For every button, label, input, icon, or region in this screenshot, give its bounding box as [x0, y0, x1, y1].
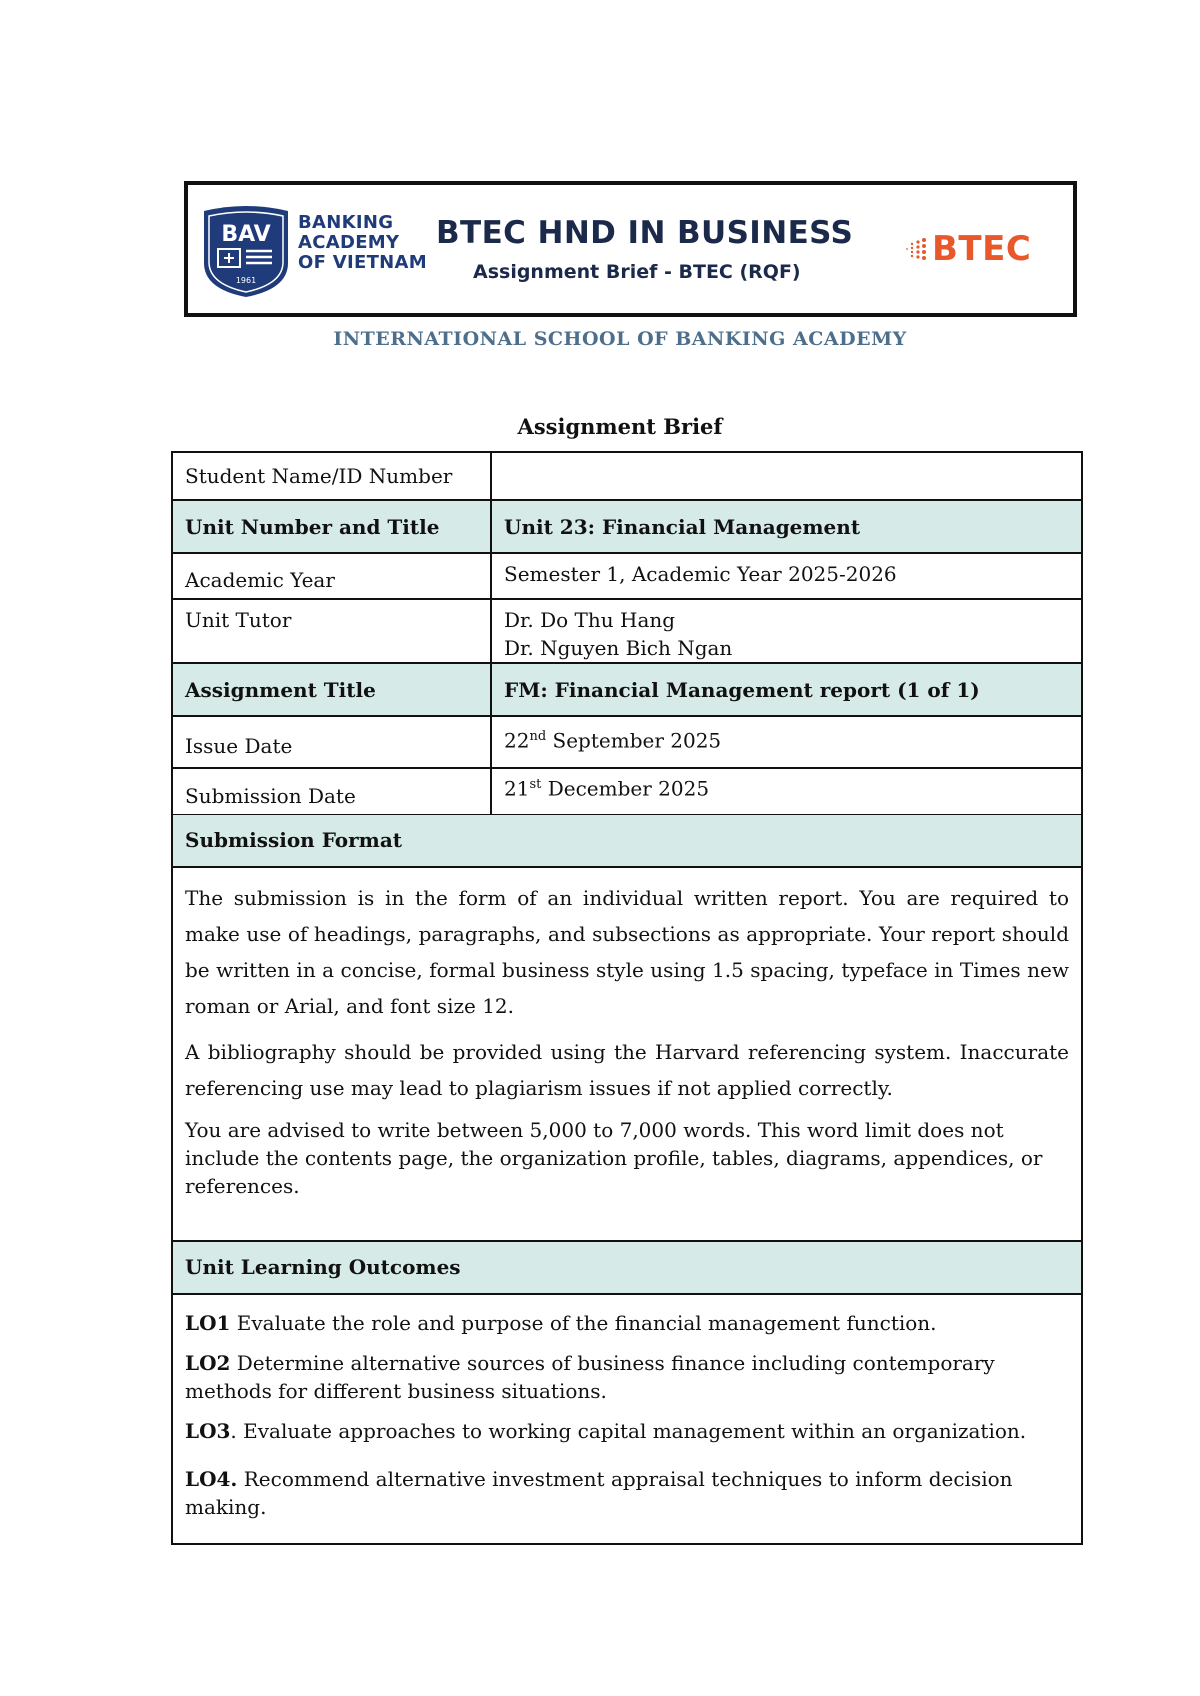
lo1-text: Evaluate the role and purpose of the financial management function. — [230, 1311, 937, 1335]
submission-date-rest: December 2025 — [541, 776, 710, 801]
issue-date-day: 22 — [504, 728, 530, 753]
btec-dots-icon — [904, 236, 930, 262]
lo3-text: . Evaluate approaches to working capital management within an organization. — [230, 1419, 1027, 1443]
learning-outcomes-section — [171, 1240, 1083, 1545]
unit-label: Unit Number and Title — [172, 500, 491, 553]
student-value — [491, 452, 1082, 500]
btec-logo-text: BTEC — [932, 229, 1032, 269]
learning-outcome-3 — [185, 1417, 1069, 1445]
lo4-code: LO4. — [185, 1467, 238, 1491]
lo4-text: Recommend alternative investment appraisal techniques to inform decision making. — [185, 1467, 1013, 1519]
student-label: Student Name/ID Number — [172, 452, 491, 500]
submission-paragraph-1: The submission is in the form of an individual written report. You are required to make use of headings, paragraphs, and subsections as appropriate. Your report should be written in a concise, formal business style using 1.5 spacing, typeface in Times new roman or Arial, and font size 12. — [185, 886, 1069, 1018]
submission-date-suffix: st — [529, 777, 542, 792]
issue-date-value — [491, 716, 1082, 768]
assignment-title-label: Assignment Title — [172, 663, 491, 716]
submission-format-heading: Submission Format — [173, 815, 1081, 868]
unit-value: Unit 23: Financial Management — [491, 500, 1082, 553]
academic-year-value: Semester 1, Academic Year 2025-2026 — [491, 553, 1082, 599]
tutor-name-2: Dr. Nguyen Bich Ngan — [504, 636, 733, 660]
institution-line-2: ACADEMY — [298, 232, 400, 253]
row-unit-tutor — [172, 599, 1082, 663]
row-issue-date — [172, 716, 1082, 768]
submission-paragraph-2: A bibliography should be provided using the Harvard referencing system. Inaccurate referencing use may lead to plagiarism issues if not applied correctly. — [185, 1040, 1069, 1100]
unit-tutor-value — [491, 599, 1082, 663]
academic-year-label: Academic Year — [172, 553, 491, 599]
assignment-info-table — [171, 451, 1083, 816]
lo3-code: LO3 — [185, 1419, 231, 1443]
issue-date-rest: September 2025 — [546, 728, 722, 753]
submission-date-day: 21 — [504, 776, 530, 801]
learning-outcomes-body — [173, 1295, 1081, 1521]
institution-name — [298, 213, 427, 273]
row-assignment-title — [172, 663, 1082, 716]
row-academic-year — [172, 553, 1082, 599]
institution-line-1: BANKING — [298, 212, 394, 233]
logo-text: BAV — [221, 222, 271, 247]
learning-outcome-2 — [185, 1349, 1069, 1405]
lo2-code: LO2 — [185, 1351, 231, 1375]
unit-tutor-label: Unit Tutor — [172, 599, 491, 663]
issue-date-label: Issue Date — [172, 716, 491, 768]
row-submission-date — [172, 768, 1082, 815]
learning-outcomes-heading: Unit Learning Outcomes — [173, 1242, 1081, 1295]
lo2-text: Determine alternative sources of business finance including contemporary methods for different business situations. — [185, 1351, 995, 1403]
submission-format-section — [171, 815, 1083, 1242]
program-title: BTEC HND IN BUSINESS — [436, 215, 854, 251]
assignment-title-value: FM: Financial Management report (1 of 1) — [491, 663, 1082, 716]
tutor-name-1: Dr. Do Thu Hang — [504, 608, 676, 632]
submission-format-body — [173, 868, 1081, 1200]
lo1-code: LO1 — [185, 1311, 231, 1335]
program-subtitle: Assignment Brief - BTEC (RQF) — [473, 261, 801, 283]
submission-paragraph-3: You are advised to write between 5,000 to 7,000 words. This word limit does not include the contents page, the organization profile, tables, diagrams, appendices, or references. — [185, 1118, 1043, 1198]
row-unit — [172, 500, 1082, 553]
learning-outcome-4 — [185, 1465, 1069, 1521]
logo-year: 1961 — [235, 276, 257, 285]
submission-date-value — [491, 768, 1082, 815]
issue-date-suffix: nd — [529, 729, 547, 744]
row-student — [172, 452, 1082, 500]
submission-date-label: Submission Date — [172, 768, 491, 815]
bav-shield-logo — [200, 205, 292, 299]
document-title: Assignment Brief — [517, 414, 723, 439]
institution-line-3: OF VIETNAM — [298, 252, 427, 273]
learning-outcome-1 — [185, 1309, 1069, 1337]
header-banner — [184, 181, 1077, 317]
btec-logo — [904, 229, 1031, 269]
school-name: INTERNATIONAL SCHOOL OF BANKING ACADEMY — [333, 328, 907, 350]
